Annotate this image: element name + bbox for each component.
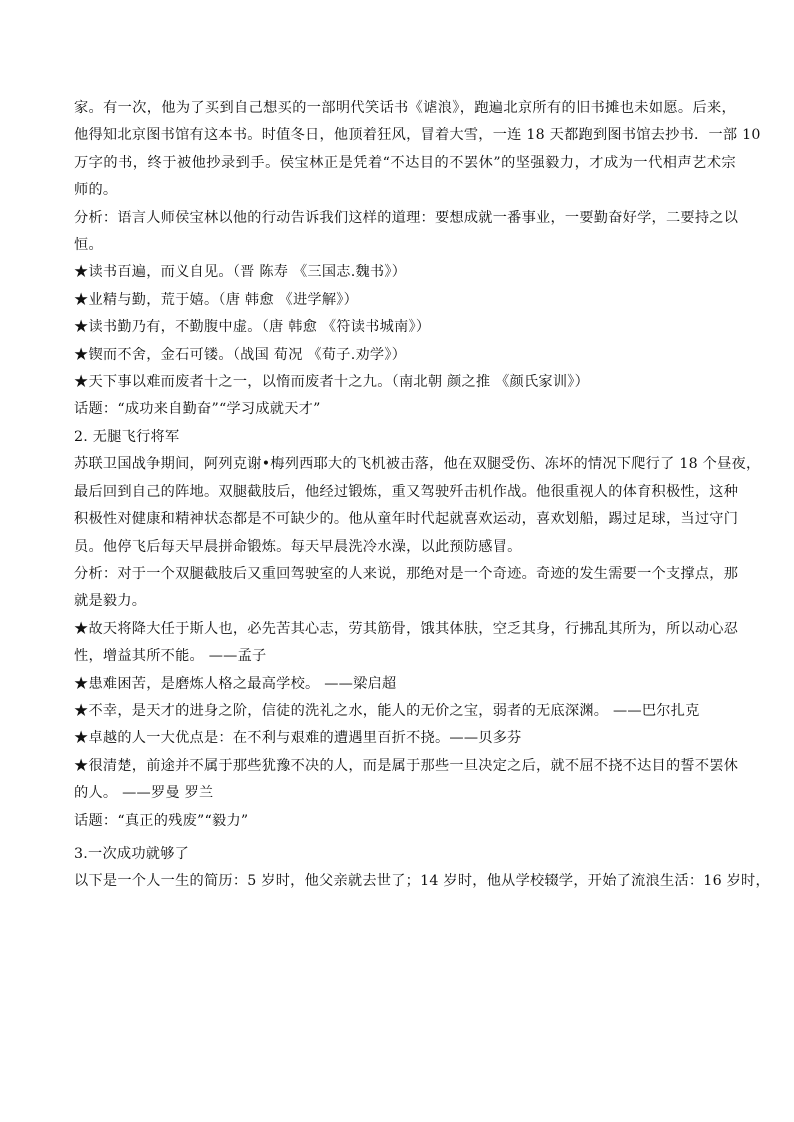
quote-line: ★不幸，是天才的进身之阶，信徒的洗礼之水，能人的无价之宝，弱者的无底深渊。 ——巴尔扎克 (74, 702, 700, 719)
quote-line: ★读书百遍，而义自见。（晋 陈寿 《三国志.魏书》） (74, 264, 407, 281)
quote-line: ★锲而不舍，金石可镂。（战国 荀况 《荀子.劝学》） (74, 346, 407, 363)
quote-line: 的人。 ——罗曼 罗兰 (74, 785, 214, 802)
quote-line: 性，增益其所不能。 ——孟子 (74, 648, 267, 665)
story-paragraph-line: 苏联卫国战争期间，阿列克谢•梅列西耶大的飞机被击落，他在双腿受伤、冻坏的情况下爬行了 18 个昼夜， (74, 456, 761, 473)
story-paragraph-line: 师的。 (74, 182, 118, 199)
quote-line: ★患难困苦，是磨炼人格之最高学校。 ——梁启超 (74, 675, 397, 692)
story-paragraph-line: 家。有一次，他为了买到自己想买的一部明代笑话书《谑浪》，跑遍北京所有的旧书摊也未如愿。后来， (74, 100, 736, 116)
analysis-line: 分析：语言人师侯宝林以他的行动告诉我们这样的道理：要想成就一番事业，一要勤奋好学，二要持之以 (74, 209, 739, 226)
quote-line: ★很清楚，前途并不属于那些犹豫不决的人，而是属于那些一旦决定之后，就不屈不挠不达目的誓不罢休 (74, 757, 739, 774)
story-paragraph-line: 员。他停飞后每天早晨拼命锻炼。每天早晨洗冷水澡，以此预防感冒。 (74, 538, 522, 555)
quote-line: ★天下事以难而废者十之一，以惰而废者十之九。（南北朝 颜之推 《颜氏家训》） (74, 374, 590, 391)
analysis-line: 恒。 (74, 237, 103, 254)
topic-line: 话题：“成功来自勤奋”“学习成就天才” (74, 401, 321, 418)
story-paragraph-line: 他得知北京图书馆有这本书。时值冬日，他顶着狂风，冒着大雪，一连 18 天都跑到图书馆去抄书．一部 10 (74, 127, 761, 144)
analysis-line: 分析：对于一个双腿截肢后又重回驾驶室的人来说，那绝对是一个奇迹。奇迹的发生需要一个支撑点，那 (74, 565, 739, 582)
story-paragraph-line: 以下是一个人一生的简历：5 岁时，他父亲就去世了；14 岁时，他从学校辍学，开始了流浪生活：16 岁时， (74, 873, 770, 890)
story-paragraph-line: 万字的书，终于被他抄录到手。侯宝林正是凭着“不达目的不罢休”的坚强毅力，才成为一代相声艺术宗 (74, 154, 736, 171)
quote-line: ★业精与勤，荒于嬉。（唐 韩愈 《进学解》） (74, 291, 359, 308)
quote-line: ★读书勤乃有，不勤腹中虚。（唐 韩愈 《符读书城南》） (74, 319, 431, 336)
quote-line: ★故天将降大任于斯人也，必先苦其心志，劳其筋骨，饿其体肤，空乏其身，行拂乱其所为，所以动心忍 (74, 620, 739, 637)
section-heading: 2. 无腿飞行将军 (74, 428, 180, 445)
story-paragraph-line: 积极性对健康和精神状态都是不可缺少的。他从童年时代起就喜欢运动，喜欢划船，踢过足球，当过守门 (74, 511, 739, 528)
topic-line: 话题：“真正的残废”“毅力” (74, 812, 249, 829)
quote-line: ★卓越的人一大优点是：在不利与艰难的遭遇里百折不挠。——贝多芬 (74, 730, 522, 747)
story-paragraph-line: 最后回到自己的阵地。双腿截肢后，他经过锻炼，重又驾驶歼击机作战。他很重视人的体育积极性，这种 (74, 483, 739, 500)
section-heading: 3.一次成功就够了 (74, 845, 190, 862)
analysis-line: 就是毅力。 (74, 593, 147, 610)
